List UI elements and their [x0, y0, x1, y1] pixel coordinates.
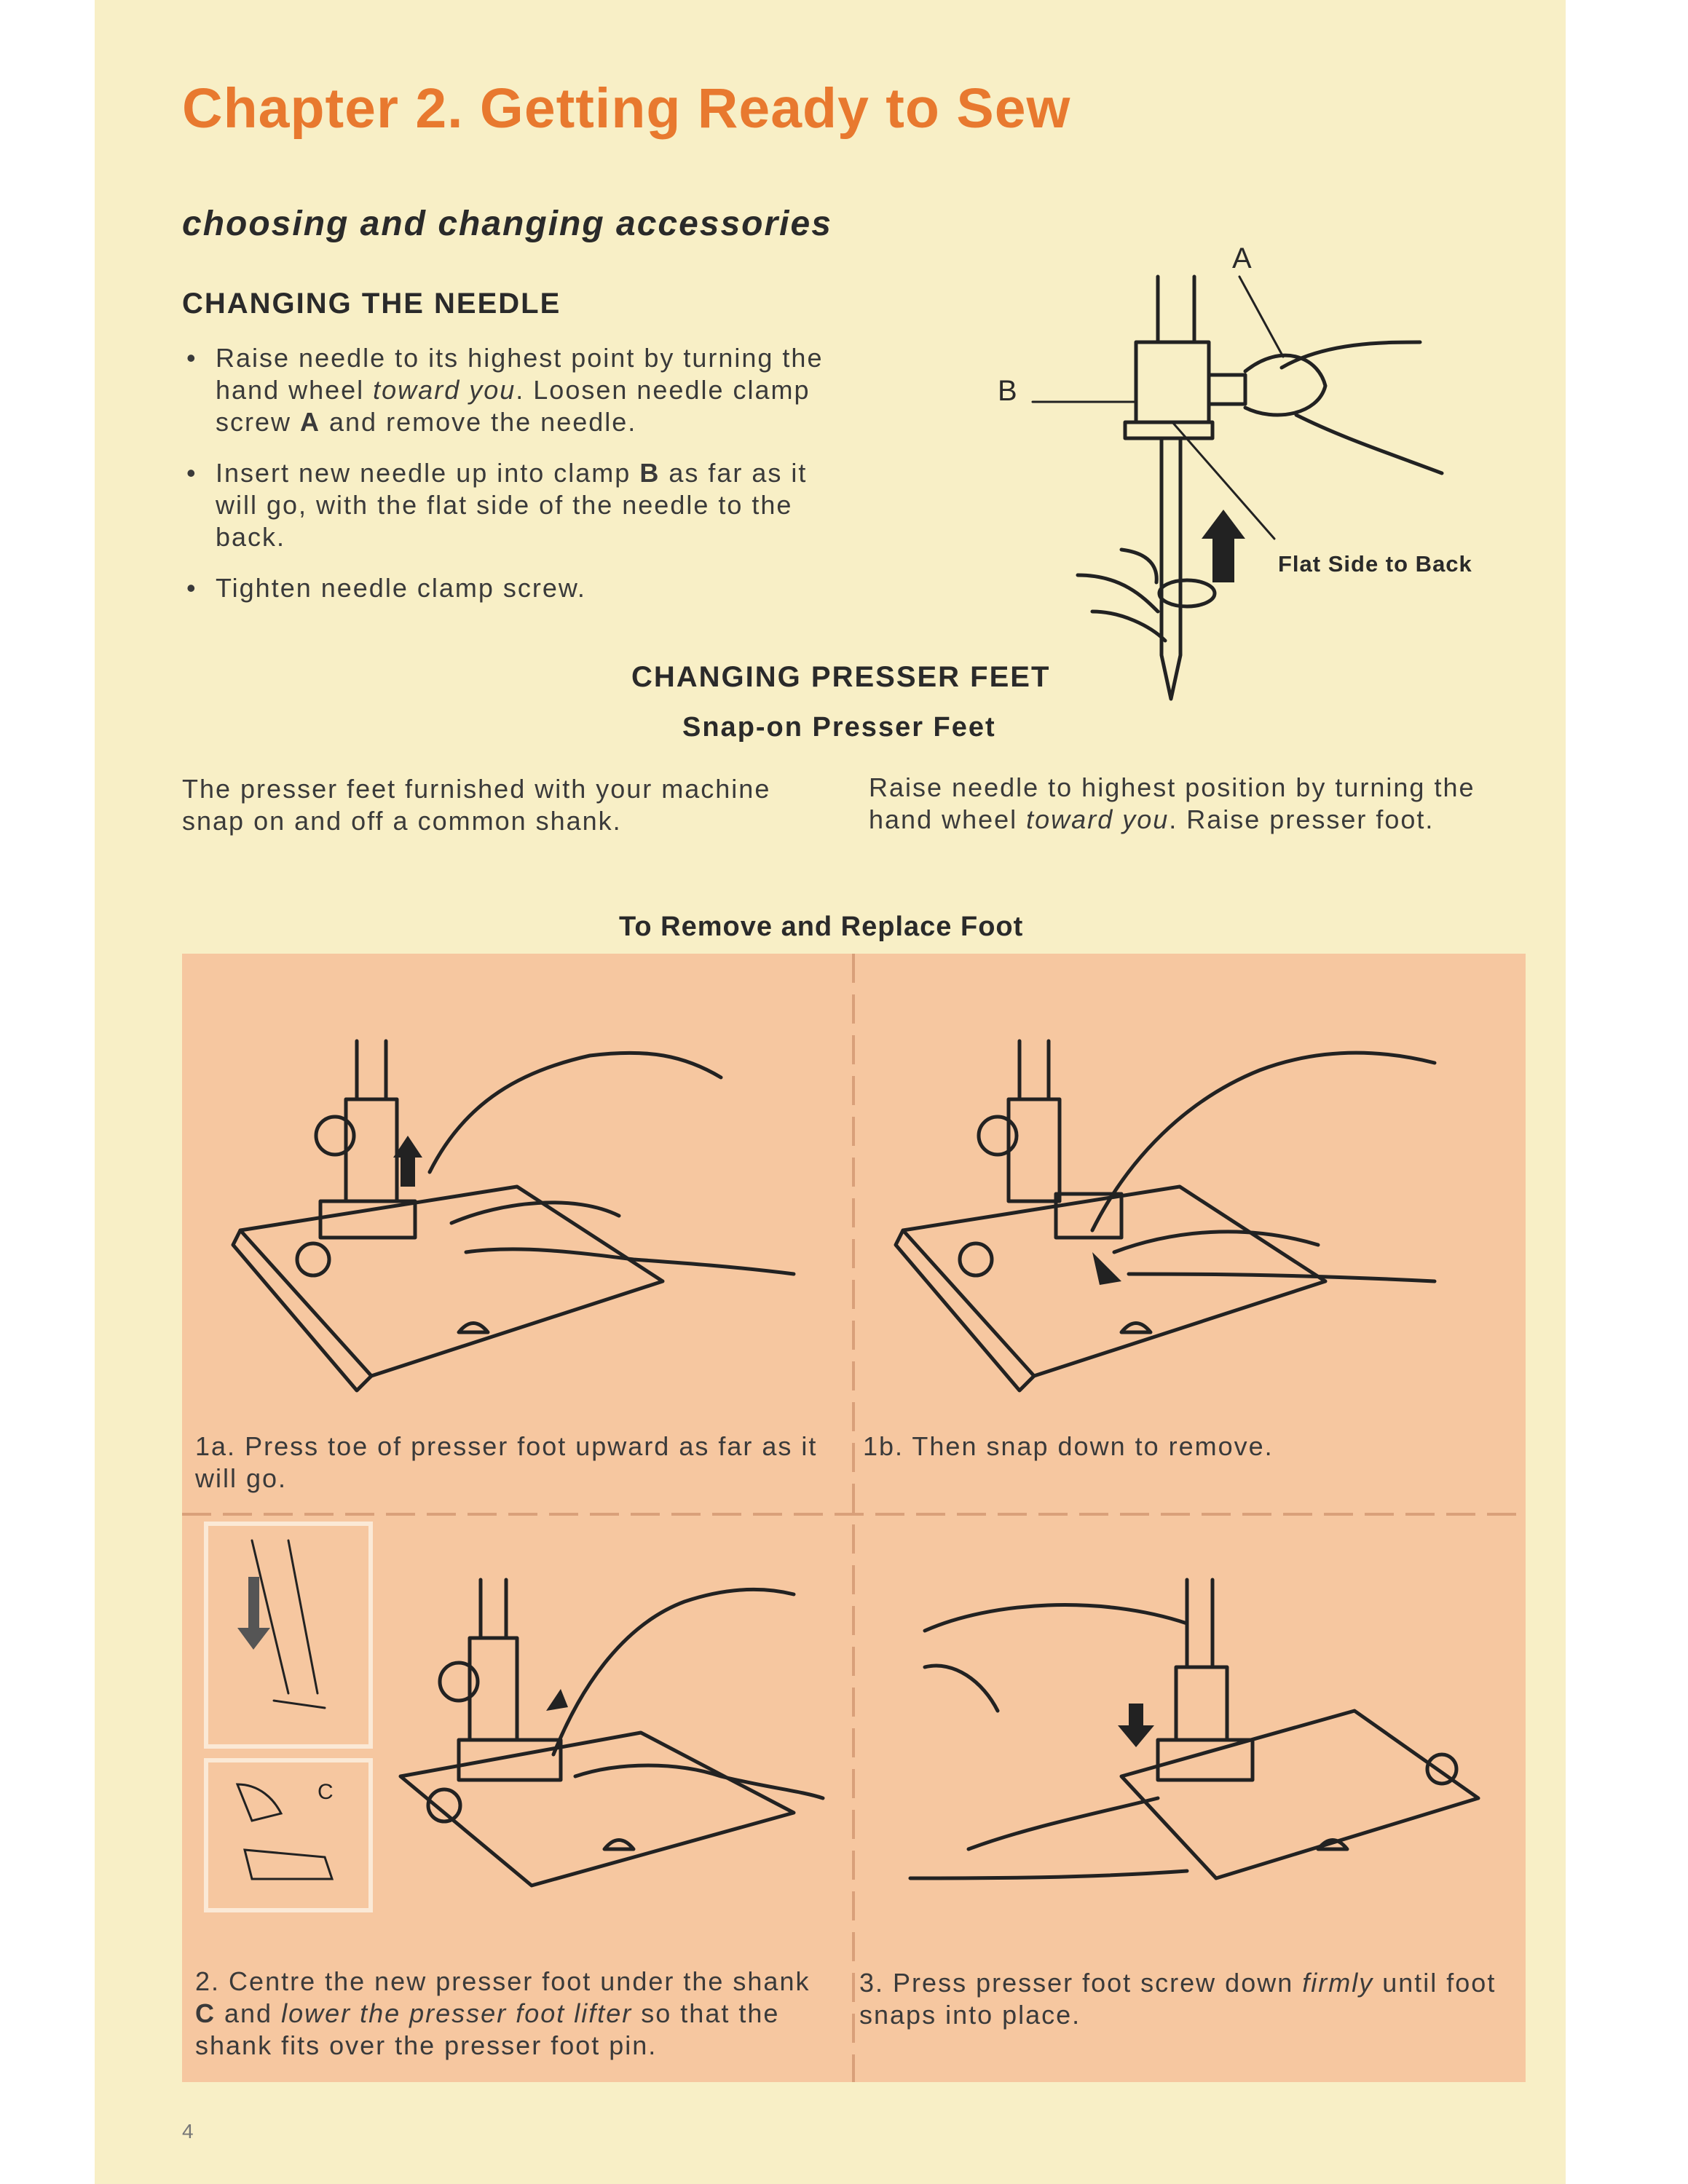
label-b: B	[998, 375, 1017, 407]
needle-heading: CHANGING THE NEEDLE	[182, 288, 561, 320]
illustration-2	[386, 1536, 837, 1944]
chapter-title: Chapter 2. Getting Ready to Sew	[182, 77, 1071, 140]
needle-clamp-illustration	[976, 233, 1529, 684]
illustration-1a	[211, 1012, 852, 1449]
presser-heading: CHANGING PRESSER FEET	[631, 661, 1051, 693]
flat-side-label: Flat Side to Back	[1278, 551, 1472, 577]
presser-intro-right: Raise needle to highest position by turning the hand wheel toward you. Raise presser foot.	[869, 772, 1475, 834]
label-a: A	[1232, 242, 1252, 274]
caption-2: 2. Centre the new presser foot under the shank C and lower the presser foot lifter so that the shank fits over the presser foot pin.	[195, 1966, 811, 2060]
needle-steps	[182, 342, 830, 623]
needle-step-1: • Raise needle to its highest point by turning the hand wheel toward you. Loosen needle clamp screw A and remove the needle.	[182, 342, 830, 438]
caption-1b: 1b. Then snap down to remove.	[863, 1431, 1274, 1461]
page-number: 4	[182, 2120, 194, 2143]
inset-label-c: C	[318, 1780, 334, 1804]
section-title: choosing and changing accessories	[182, 205, 832, 243]
inset-lifter-diagram	[204, 1522, 373, 1749]
caption-1a: 1a. Press toe of presser foot upward as far as it will go.	[195, 1431, 818, 1493]
remove-replace-heading: To Remove and Replace Foot	[619, 911, 1024, 942]
illustration-1b	[881, 1012, 1507, 1449]
inset-shank-diagram	[204, 1758, 373, 1912]
presser-intro-left: The presser feet furnished with your machine snap on and off a common shank.	[182, 774, 771, 836]
snap-on-subheading: Snap-on Presser Feet	[682, 712, 996, 743]
illustration-3	[881, 1536, 1507, 1944]
illustration-panel	[182, 954, 1526, 2082]
caption-3: 3. Press presser foot screw down firmly until foot snaps into place.	[859, 1968, 1496, 2030]
needle-step-3: • Tighten needle clamp screw.	[182, 572, 830, 604]
needle-step-2: • Insert new needle up into clamp B as far as it will go, with the flat side of the needle to the back.	[182, 457, 830, 553]
